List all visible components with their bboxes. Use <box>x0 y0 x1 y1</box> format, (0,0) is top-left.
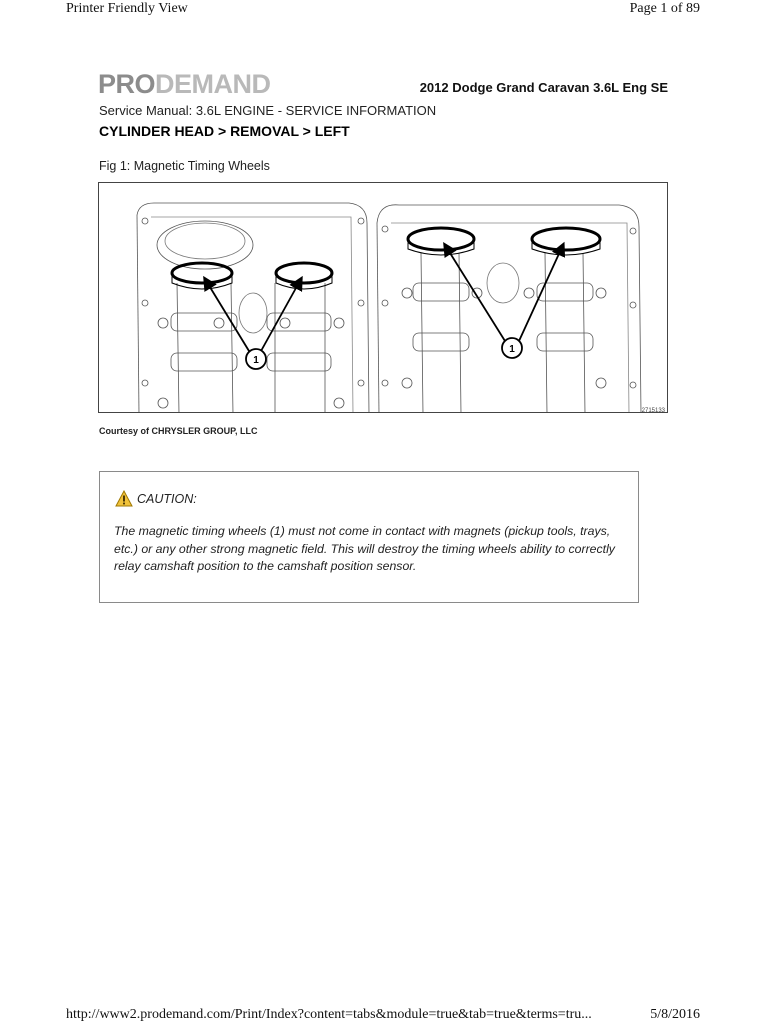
prodemand-logo <box>98 70 271 98</box>
courtesy-line: Courtesy of CHRYSLER GROUP, LLC <box>99 426 258 436</box>
breadcrumb: CYLINDER HEAD > REMOVAL > LEFT <box>99 123 350 139</box>
page-count: Page 1 of 89 <box>629 1 700 16</box>
print-footer <box>66 1007 700 1023</box>
footer-url: http://www2.prodemand.com/Print/Index?content=tabs&module=true&tab=true&terms=tru... <box>66 1007 592 1022</box>
callout-right-label: 1 <box>509 344 515 355</box>
callout-right <box>502 338 522 358</box>
footer-date: 5/8/2016 <box>650 1007 700 1022</box>
warning-triangle-icon <box>115 490 133 507</box>
logo-part-pro: PRO <box>98 69 156 99</box>
print-view-label: Printer Friendly View <box>66 1 188 16</box>
figure-code: 2715133 <box>641 408 665 413</box>
print-header <box>66 1 700 17</box>
vehicle-title: 2012 Dodge Grand Caravan 3.6L Eng SE <box>419 80 668 95</box>
timing-wheels-figure <box>98 182 668 413</box>
caution-box <box>99 471 639 603</box>
callout-left <box>246 349 266 369</box>
service-manual-line: Service Manual: 3.6L ENGINE - SERVICE INFORMATION <box>99 103 437 118</box>
caution-text: The magnetic timing wheels (1) must not come in contact with magnets (pickup tools, trays, etc.) or any other strong magnetic field. This will destroy the timing wheels ability to correctly relay camshaft position to the camshaft position sensor. <box>114 524 615 573</box>
engine-illustration <box>99 183 668 413</box>
figure-caption: Fig 1: Magnetic Timing Wheels <box>99 159 270 173</box>
logo-part-demand: DEMAND <box>155 69 271 99</box>
caution-title: CAUTION: <box>137 491 197 506</box>
caution-heading <box>115 490 197 507</box>
callout-left-label: 1 <box>253 355 259 366</box>
